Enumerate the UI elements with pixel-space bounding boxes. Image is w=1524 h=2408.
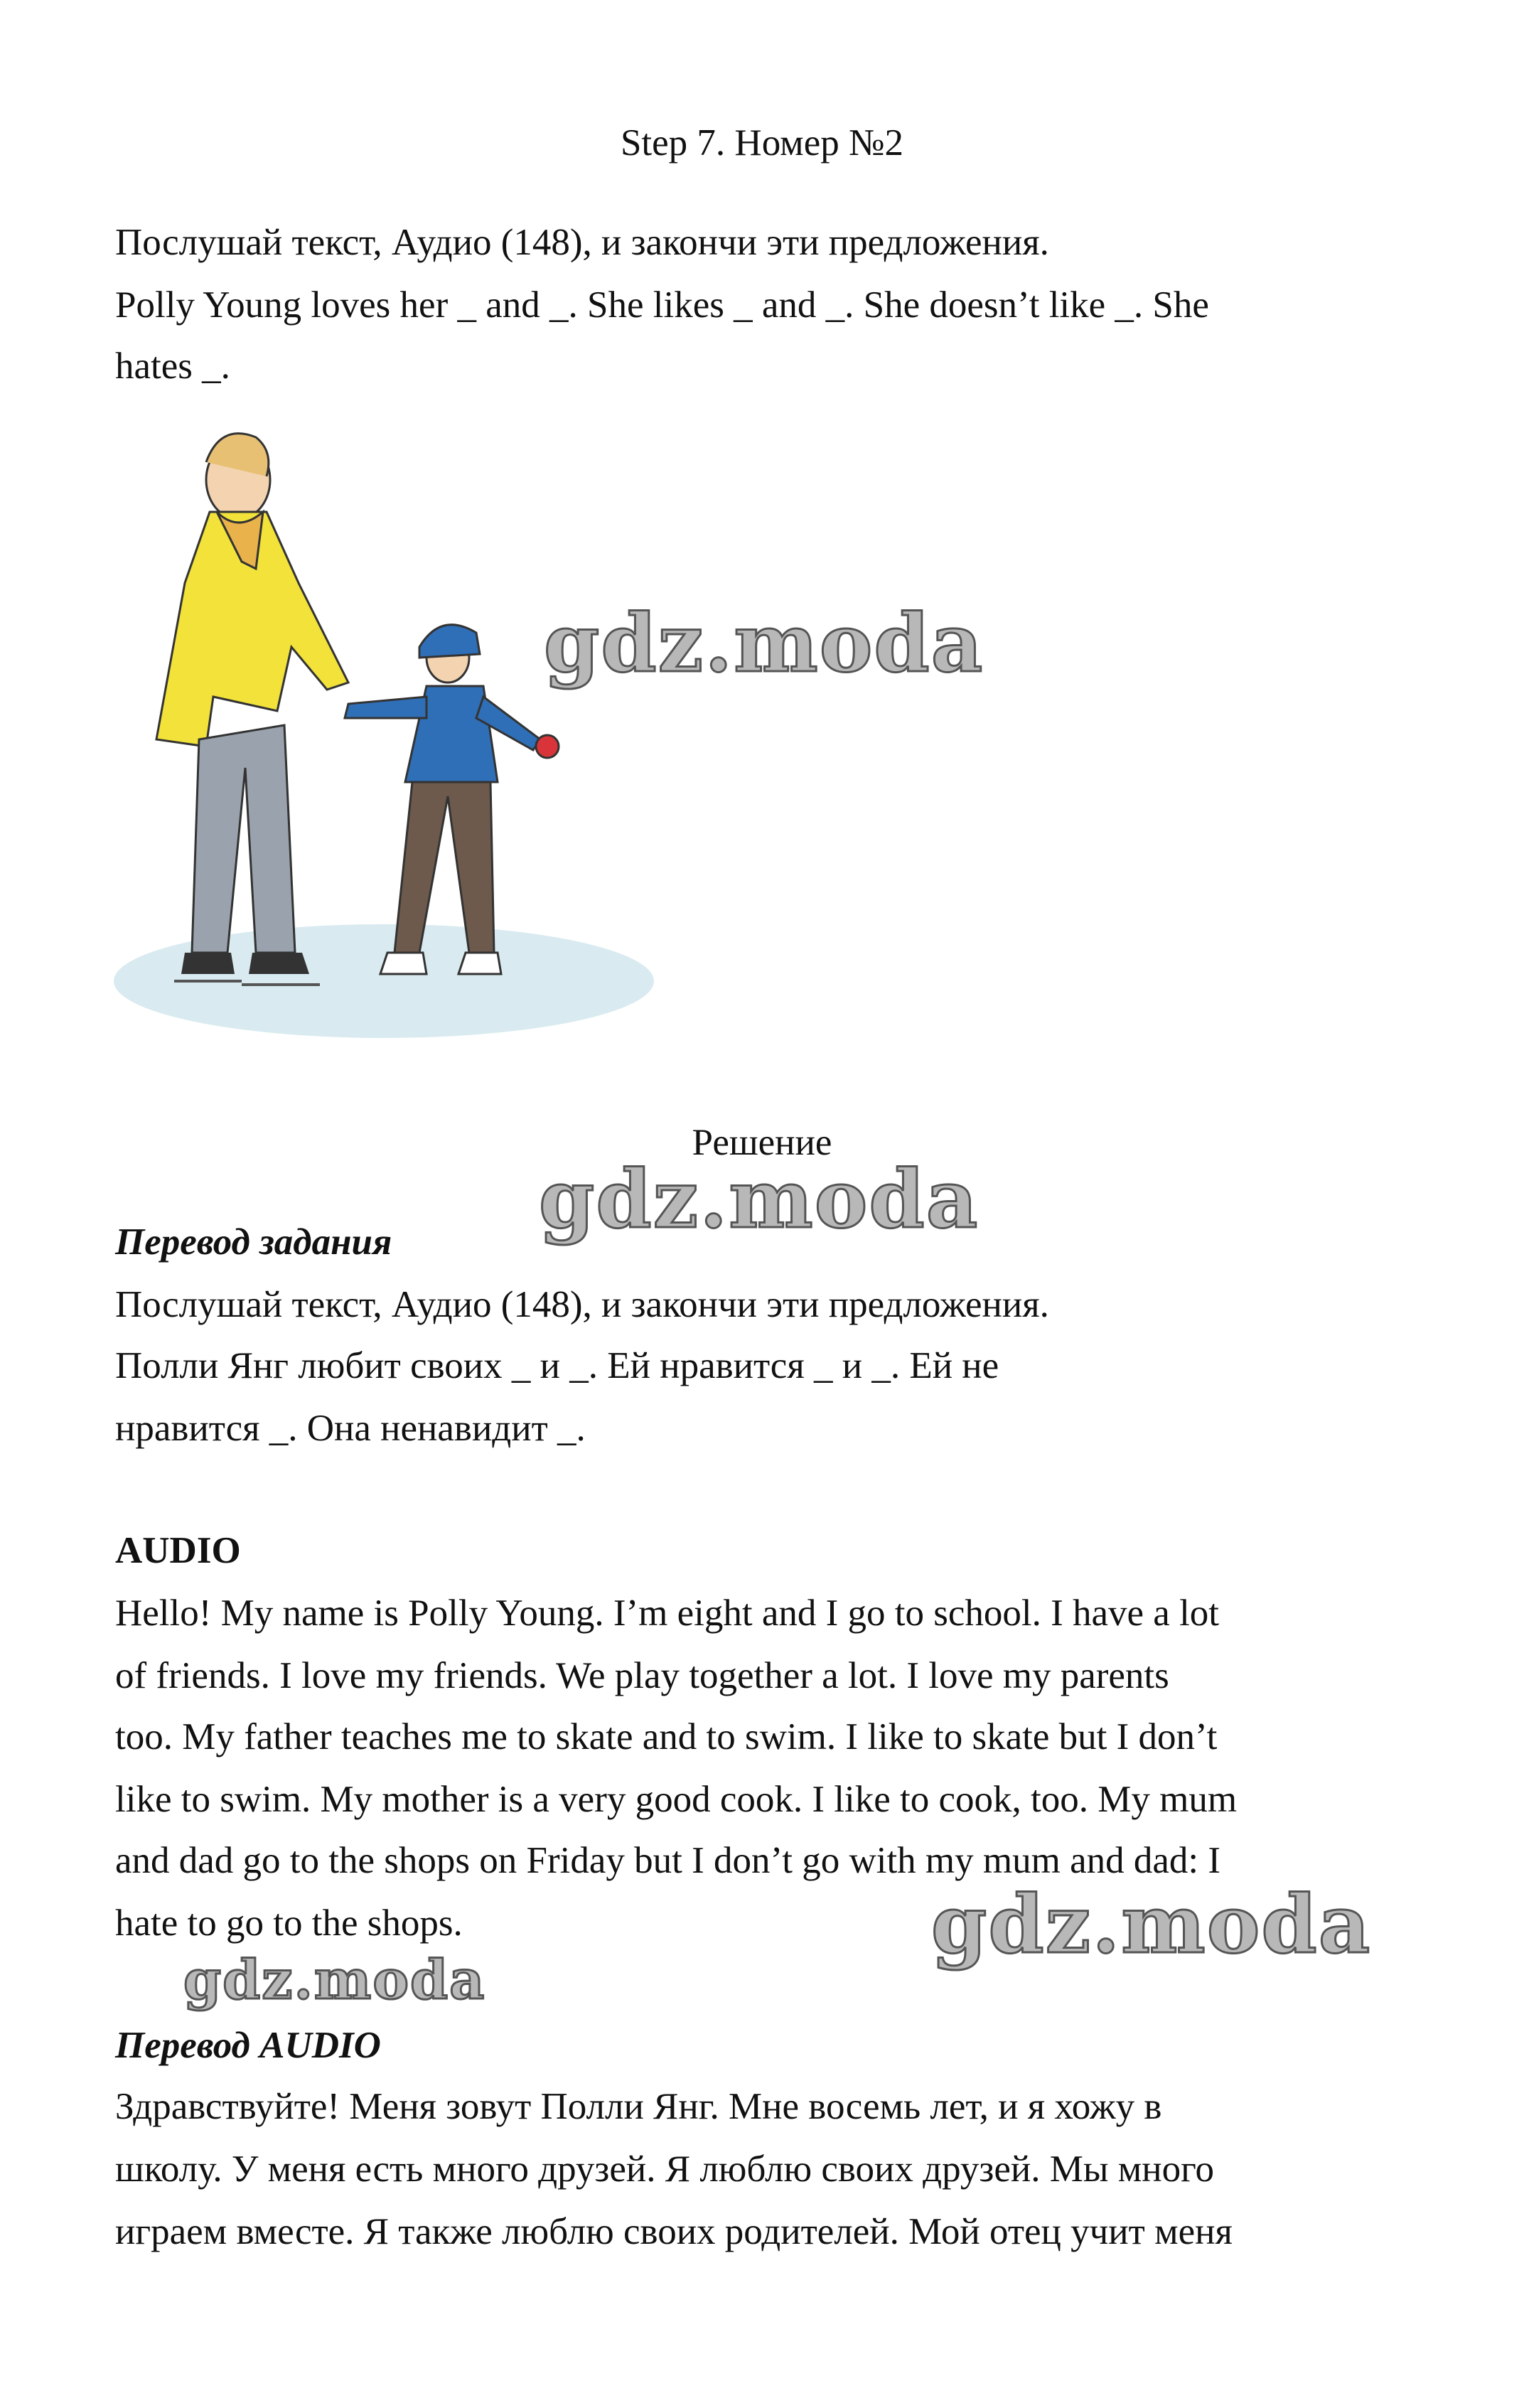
watermark-gdz-moda-2: gdz.moda bbox=[539, 1153, 980, 1246]
solution-label: Решение bbox=[692, 1122, 832, 1163]
audio-line-1: Hello! My name is Polly Young. I’m eight and I go to school. I have a lot bbox=[115, 1593, 1220, 1634]
translation-audio-line-3: играем вместе. Я также люблю своих родителей. Мой отец учит меня bbox=[115, 2211, 1233, 2252]
father-figure bbox=[156, 434, 348, 985]
audio-line-5: and dad go to the shops on Friday but I don’t go with my mum and dad: I bbox=[115, 1840, 1221, 1881]
translation-task-line-3: нравится _. Она ненавидит _. bbox=[115, 1408, 586, 1449]
translation-audio-heading: Перевод AUDIO bbox=[115, 2025, 381, 2066]
audio-line-4: like to swim. My mother is a very good cook. I like to cook, too. My mum bbox=[115, 1779, 1238, 1820]
task-line-1: Послушай текст, Аудио (148), и закончи эти предложения. bbox=[115, 222, 1049, 263]
watermark-gdz-moda-1: gdz.moda bbox=[544, 597, 984, 690]
audio-heading: AUDIO bbox=[115, 1530, 241, 1571]
watermark-gdz-moda-3: gdz.moda bbox=[931, 1878, 1372, 1971]
translation-task-heading: Перевод задания bbox=[115, 1221, 392, 1263]
watermark-gdz-moda-4: gdz.moda bbox=[183, 1948, 486, 2011]
translation-task-line-2: Полли Янг любит своих _ и _. Ей нравится _ и _. Ей не bbox=[115, 1345, 999, 1386]
girl-figure bbox=[345, 625, 559, 974]
audio-line-3: too. My father teaches me to skate and to swim. I like to skate but I don’t bbox=[115, 1716, 1218, 1757]
page-title: Step 7. Номер №2 bbox=[620, 122, 904, 164]
audio-line-6: hate to go to the shops. bbox=[115, 1903, 463, 1944]
translation-task-line-1: Послушай текст, Аудио (148), и закончи эти предложения. bbox=[115, 1284, 1049, 1325]
task-line-3: hates _. bbox=[115, 346, 230, 387]
audio-line-2: of friends. I love my friends. We play together a lot. I love my parents bbox=[115, 1655, 1169, 1696]
skating-illustration bbox=[114, 412, 697, 1066]
task-line-2: Polly Young loves her _ and _. She likes _ and _. She doesn’t like _. She bbox=[115, 284, 1209, 326]
translation-audio-line-1: Здравствуйте! Меня зовут Полли Янг. Мне восемь лет, и я хожу в bbox=[115, 2086, 1162, 2127]
translation-audio-line-2: школу. У меня есть много друзей. Я люблю своих друзей. Мы много bbox=[115, 2149, 1215, 2190]
